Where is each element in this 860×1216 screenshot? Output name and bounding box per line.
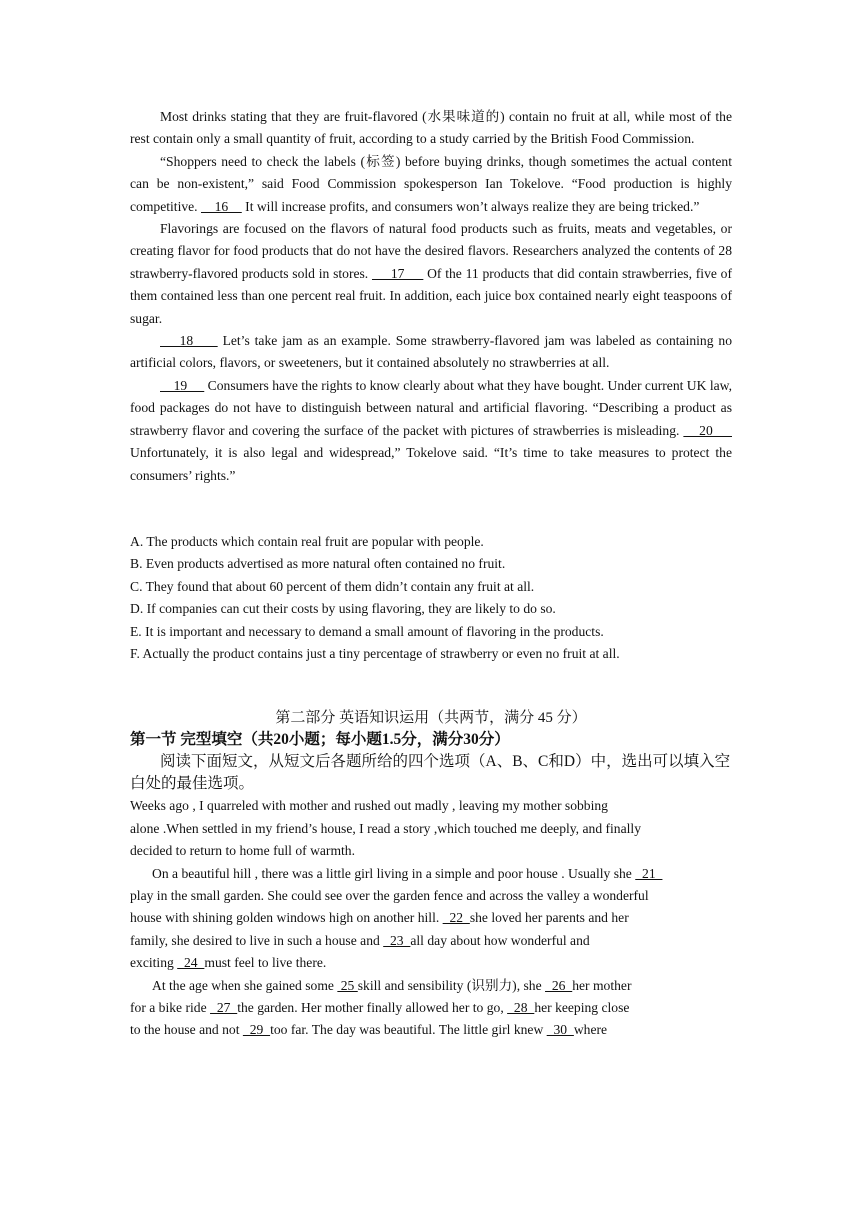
- cloze-instruction: 阅读下面短文，从短文后各题所给的四个选项（A、B、C和D）中，选出可以填入空白处的最佳选项。: [130, 753, 731, 793]
- cloze-line: exciting 24 must feel to live there.: [130, 955, 327, 971]
- cloze-line: house with shining golden windows high on another hill. 22 she loved her parents and her: [130, 910, 629, 926]
- options-list: [130, 531, 732, 665]
- cloze-passage: [130, 795, 732, 1041]
- spacer: [130, 487, 732, 531]
- blank-17: 17: [371, 265, 424, 281]
- cloze-line: play in the small garden. She could see over the garden fence and across the valley a wonderful: [130, 887, 649, 903]
- blank-21: 21: [635, 865, 663, 881]
- cloze-line: At the age when she gained some 25 skill and sensibility (识别力), she 26 her mother: [152, 977, 632, 993]
- cloze-line: alone .When settled in my friend’s house, I read a story ,which touched me deeply, and finally: [130, 820, 641, 836]
- reading-paragraph-5: 19 Consumers have the rights to know clearly about what they have bought. Under current UK law, food packages do not have to distinguish between natural and artificial flavoring. “Describing a product as strawberry flavor and covering the surface of the packet with pictures of strawberries is misleading. 20 Unfortunately, it is also legal and widespread,” Tokelove said. “It’s time to take measures to protect the consumers’ rights.”: [130, 377, 732, 483]
- part2-title: 第二部分 英语知识运用（共两节，满分 45 分）: [275, 710, 587, 727]
- section1-title: 第一节 完型填空（共20小题；每小题1.5分，满分30分）: [130, 731, 510, 749]
- option-d: D. If companies can cut their costs by using flavoring, they are likely to do so.: [130, 601, 556, 617]
- blank-24: 24: [177, 955, 205, 971]
- blank-23: 23: [383, 932, 411, 948]
- reading-paragraph-1: Most drinks stating that they are fruit-flavored (水果味道的) contain no fruit at all, while most of the rest contain only a small quantity of fruit, according to a study carried by the British Food Commission.: [130, 109, 732, 147]
- exam-page: [130, 106, 732, 1042]
- blank-29: 29: [242, 1022, 271, 1038]
- cloze-line: Weeks ago , I quarreled with mother and rushed out madly , leaving my mother sobbing: [130, 798, 608, 814]
- reading-paragraph-4: 18 Let’s take jam as an example. Some strawberry-flavored jam was labeled as containing no artificial colors, flavors, or sweeteners, but it contained absolutely no strawberries at all.: [130, 333, 733, 371]
- blank-22: 22: [442, 910, 470, 926]
- option-c: C. They found that about 60 percent of them didn’t contain any fruit at all.: [130, 578, 535, 594]
- blank-26: 26: [545, 977, 573, 993]
- cloze-line: to the house and not 29 too far. The day was beautiful. The little girl knew 30 where: [130, 1022, 608, 1038]
- blank-16: 16: [200, 198, 242, 214]
- option-e: E. It is important and necessary to demand a small amount of flavoring in the products.: [130, 623, 604, 639]
- blank-30: 30: [546, 1022, 574, 1038]
- blank-27: 27: [210, 1000, 238, 1015]
- option-b: B. Even products advertised as more natural often contained no fruit.: [130, 556, 506, 572]
- blank-25: 25: [337, 977, 358, 993]
- cloze-line: family, she desired to live in such a house and 23 all day about how wonderful and: [130, 932, 590, 948]
- reading-paragraph-3: Flavorings are focused on the flavors of natural food products such as fruits, meats and vegetables, or creating flavor for food products that do not have the desired flavors. Researchers analyzed the contents of 28 strawberry-flavored products sold in stores. 17 Of the 11 products that did contain strawberries, five of them contained less than one percent real fruit. In addition, each juice box contained nearly eight teaspoons of sugar.: [130, 221, 733, 326]
- cloze-line: decided to return to home full of warmth.: [130, 843, 355, 859]
- blank-18: 18: [160, 333, 218, 349]
- blank-19: 19: [160, 377, 205, 393]
- reading-paragraph-2: “Shoppers need to check the labels (标签) before buying drinks, though sometimes the actual content can be non-existent,” said Food Commission spokesperson Ian Tokelove. “Food production is highly competitive. 16 It will increase profits, and consumers won’t always realize they are being tricked.”: [130, 153, 732, 214]
- spacer: [130, 665, 732, 707]
- cloze-line: for a bike ride 27 the garden. Her mother finally allowed her to go, 28 her keeping close: [130, 1000, 630, 1015]
- option-f: F. Actually the product contains just a tiny percentage of strawberry or even no fruit at all.: [130, 645, 620, 661]
- cloze-line: On a beautiful hill , there was a little girl living in a simple and poor house . Usually she 21: [152, 865, 663, 881]
- blank-20: 20: [683, 422, 732, 438]
- blank-28: 28: [507, 1000, 535, 1015]
- option-a: A. The products which contain real fruit are popular with people.: [130, 533, 484, 549]
